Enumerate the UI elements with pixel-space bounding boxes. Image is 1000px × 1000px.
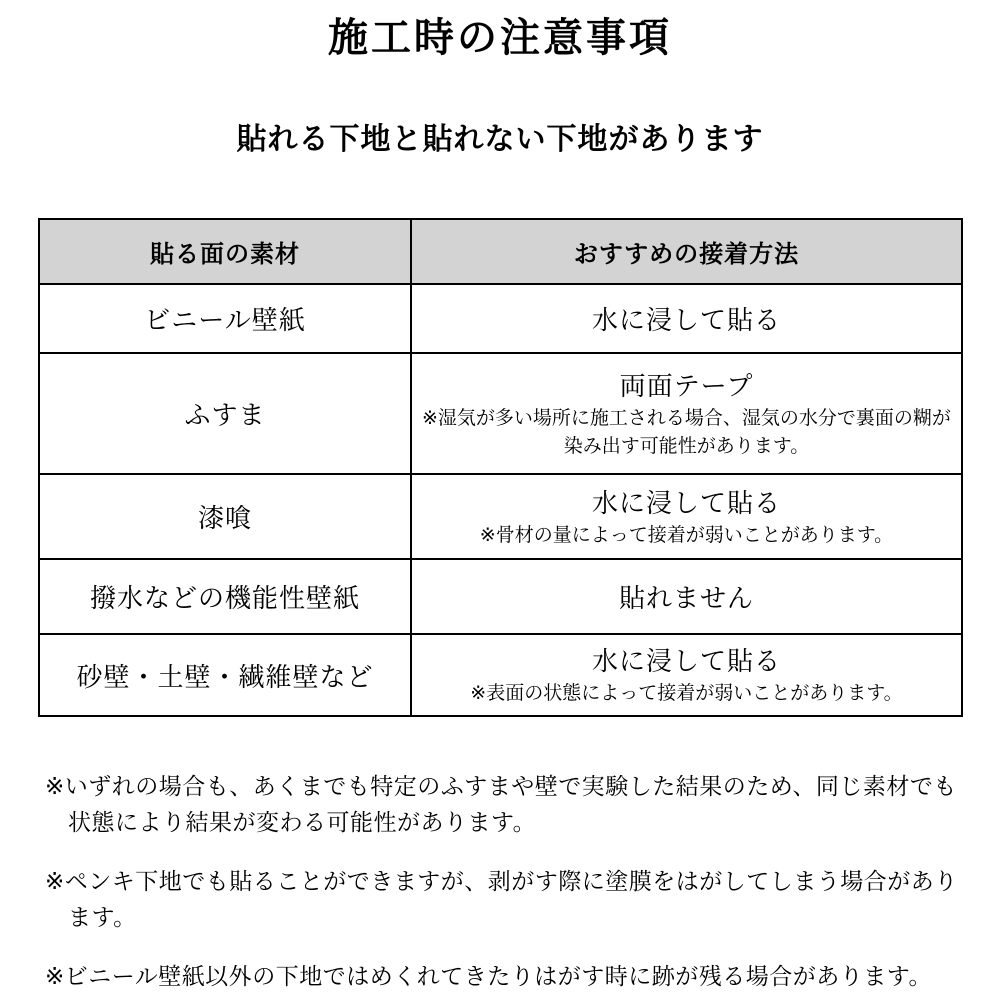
method-note: ※骨材の量によって接着が弱いことがあります。 xyxy=(479,524,894,546)
method-note: ※湿気が多い場所に施工される場合、湿気の水分で裏面の糊が染み出す可能性があります。 xyxy=(422,407,951,457)
footnote-non-vinyl-base: ※ビニール壁紙以外の下地ではめくれてきたりはがす時に跡が残る場合があります。 xyxy=(45,962,932,989)
adhesion-method-table xyxy=(38,218,963,717)
material-cell: 撥水などの機能性壁紙 xyxy=(39,559,411,634)
method-cell xyxy=(411,353,962,474)
table-header-row xyxy=(39,219,962,284)
method-cell xyxy=(411,559,962,634)
footnote-general-results: ※いずれの場合も、あくまでも特定のふすまや壁で実験した結果のため、同じ素材でも状態により結果が変わる可能性があります。 xyxy=(45,773,957,835)
page-title: 施工時の注意事項 xyxy=(328,15,672,60)
method-text: 両面テープ xyxy=(619,370,754,401)
method-text: 貼れません xyxy=(618,583,754,613)
method-text: 水に浸して貼る xyxy=(591,646,781,677)
page-subtitle: 貼れる下地と貼れない下地があります xyxy=(236,123,764,156)
method-cell xyxy=(411,474,962,559)
method-text: 水に浸して貼る xyxy=(591,487,781,518)
method-cell xyxy=(411,284,962,353)
method-text: 水に浸して貼る xyxy=(591,305,781,335)
table-row-functional-wallpaper xyxy=(39,559,962,634)
column-header-material: 貼る面の素材 xyxy=(39,219,411,284)
table-row-fusuma xyxy=(39,353,962,474)
footnotes-section xyxy=(45,769,972,994)
column-header-method: おすすめの接着方法 xyxy=(411,219,962,284)
method-cell xyxy=(411,634,962,716)
material-cell: 漆喰 xyxy=(39,474,411,559)
footnote-paint-base: ※ペンキ下地でも貼ることができますが、剥がす際に塗膜をはがしてしまう場合があります。 xyxy=(45,867,958,930)
method-note: ※表面の状態によって接着が弱いことがあります。 xyxy=(470,683,903,705)
table-row-sand-wall xyxy=(39,634,962,716)
material-cell: 砂壁・土壁・繊維壁など xyxy=(39,634,411,716)
material-cell: ビニール壁紙 xyxy=(39,284,411,353)
table-row-vinyl-wallpaper xyxy=(39,284,962,353)
material-cell: ふすま xyxy=(39,353,411,474)
table-row-plaster xyxy=(39,474,962,559)
